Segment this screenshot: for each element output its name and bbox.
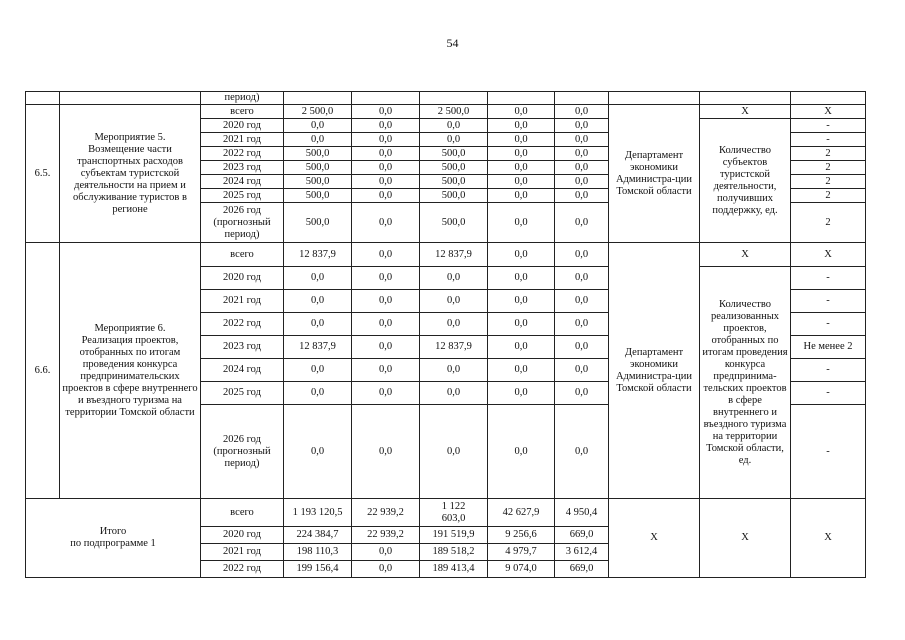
period-cell: 2022 год — [201, 147, 284, 161]
program-table — [25, 91, 866, 578]
total-cell: 500,0 — [284, 189, 352, 203]
extra-cell: 0,0 — [555, 161, 609, 175]
period-cell: 2023 год — [201, 336, 284, 359]
indicator-value: - — [791, 267, 866, 290]
local-cell: 42 627,9 — [488, 499, 555, 527]
federal-cell: 0,0 — [352, 561, 420, 578]
federal-cell: 0,0 — [352, 359, 420, 382]
regional-cell: 2 500,0 — [420, 105, 488, 119]
table-row — [26, 499, 866, 527]
local-cell: 0,0 — [488, 147, 555, 161]
local-cell: 0,0 — [488, 359, 555, 382]
indicator-value: 2 — [791, 189, 866, 203]
continuation-row — [26, 92, 866, 105]
federal-cell: 0,0 — [352, 161, 420, 175]
total-cell: 12 837,9 — [284, 243, 352, 267]
period-cell: 2024 год — [201, 359, 284, 382]
federal-cell: 0,0 — [352, 147, 420, 161]
regional-cell: 500,0 — [420, 189, 488, 203]
regional-cell: 0,0 — [420, 359, 488, 382]
total-cell: 0,0 — [284, 382, 352, 405]
measure-name: Мероприятие 6. Реализация проектов, отобранных по итогам проведения конкурса предпринимательских проектов в сфере внутреннего и въездного туризма на территории Томской области — [60, 243, 201, 499]
total-cell: 0,0 — [284, 290, 352, 313]
measure-name: Мероприятие 5. Возмещение части транспортных расходов субъектам туристской деятельности на прием и обслуживание туристов в регионе — [60, 105, 201, 243]
period-cell: 2024 год — [201, 175, 284, 189]
total-cell: 224 384,7 — [284, 527, 352, 544]
extra-cell: 0,0 — [555, 290, 609, 313]
local-cell: 0,0 — [488, 267, 555, 290]
extra-cell: 669,0 — [555, 527, 609, 544]
total-cell: 0,0 — [284, 313, 352, 336]
x-mark: X — [791, 499, 866, 578]
indicator-value: - — [791, 313, 866, 336]
total-cell: 1 193 120,5 — [284, 499, 352, 527]
local-cell: 0,0 — [488, 382, 555, 405]
extra-cell: 0,0 — [555, 336, 609, 359]
extra-cell: 0,0 — [555, 119, 609, 133]
period-cell: 2023 год — [201, 161, 284, 175]
local-cell: 0,0 — [488, 405, 555, 499]
local-cell: 0,0 — [488, 161, 555, 175]
indicator-value: 2 — [791, 161, 866, 175]
regional-cell: 0,0 — [420, 382, 488, 405]
period-cell: 2022 год — [201, 561, 284, 578]
total-cell: 198 110,3 — [284, 544, 352, 561]
extra-cell: 0,0 — [555, 189, 609, 203]
federal-cell: 0,0 — [352, 175, 420, 189]
extra-cell: 669,0 — [555, 561, 609, 578]
local-cell: 9 256,6 — [488, 527, 555, 544]
total-cell: 0,0 — [284, 359, 352, 382]
regional-cell: 12 837,9 — [420, 336, 488, 359]
period-cell: 2020 год — [201, 527, 284, 544]
local-cell: 0,0 — [488, 336, 555, 359]
period-cell: 2025 год — [201, 189, 284, 203]
x-mark: X — [700, 499, 791, 578]
measure-number: 6.5. — [26, 105, 60, 243]
federal-cell: 0,0 — [352, 203, 420, 243]
total-cell: 0,0 — [284, 133, 352, 147]
x-mark: X — [609, 499, 700, 578]
indicator-value: 2 — [791, 175, 866, 189]
indicator-value: - — [791, 359, 866, 382]
total-cell: 500,0 — [284, 203, 352, 243]
extra-cell: 0,0 — [555, 267, 609, 290]
period-cell: 2020 год — [201, 267, 284, 290]
period-cell: 2026 год (прогнозный период) — [201, 405, 284, 499]
extra-cell: 0,0 — [555, 405, 609, 499]
regional-cell: 500,0 — [420, 175, 488, 189]
extra-cell: 0,0 — [555, 175, 609, 189]
extra-cell: 0,0 — [555, 133, 609, 147]
extra-cell: 0,0 — [555, 243, 609, 267]
federal-cell: 0,0 — [352, 336, 420, 359]
federal-cell: 0,0 — [352, 290, 420, 313]
total-cell: 199 156,4 — [284, 561, 352, 578]
page-number: 54 — [446, 36, 459, 50]
period-cell: 2026 год (прогнозный период) — [201, 203, 284, 243]
local-cell: 0,0 — [488, 133, 555, 147]
local-cell: 0,0 — [488, 313, 555, 336]
regional-cell: 0,0 — [420, 405, 488, 499]
total-cell: 12 837,9 — [284, 336, 352, 359]
federal-cell: 0,0 — [352, 382, 420, 405]
indicator-value: - — [791, 290, 866, 313]
federal-cell: 0,0 — [352, 544, 420, 561]
total-cell: 500,0 — [284, 147, 352, 161]
period-cell: 2021 год — [201, 290, 284, 313]
local-cell: 0,0 — [488, 243, 555, 267]
executor-cell: Департамент экономики Администра-ции Томской области — [609, 105, 700, 243]
regional-cell: 12 837,9 — [420, 243, 488, 267]
local-cell: 4 979,7 — [488, 544, 555, 561]
local-cell: 0,0 — [488, 175, 555, 189]
regional-cell: 500,0 — [420, 161, 488, 175]
x-mark: X — [700, 243, 791, 267]
local-cell: 0,0 — [488, 290, 555, 313]
extra-cell: 0,0 — [555, 382, 609, 405]
period-cell: 2021 год — [201, 544, 284, 561]
regional-cell: 0,0 — [420, 313, 488, 336]
federal-cell: 22 939,2 — [352, 499, 420, 527]
regional-cell: 500,0 — [420, 203, 488, 243]
regional-cell: 0,0 — [420, 290, 488, 313]
indicator-value: - — [791, 382, 866, 405]
indicator-value: X — [791, 105, 866, 119]
indicator-name: Количество субъектов туристской деятельности, получивших поддержку, ед. — [700, 119, 791, 243]
federal-cell: 0,0 — [352, 119, 420, 133]
period-cell: период) — [201, 92, 284, 105]
regional-cell: 0,0 — [420, 119, 488, 133]
regional-cell: 189 518,2 — [420, 544, 488, 561]
total-cell: 500,0 — [284, 175, 352, 189]
local-cell: 9 074,0 — [488, 561, 555, 578]
federal-cell: 0,0 — [352, 313, 420, 336]
table-row — [26, 105, 866, 119]
period-cell: 2021 год — [201, 133, 284, 147]
indicator-value: - — [791, 405, 866, 499]
total-cell: 0,0 — [284, 119, 352, 133]
period-cell: 2022 год — [201, 313, 284, 336]
indicator-name: Количество реализованных проектов, отобранных по итогам проведения конкурса предпринима-тельских проектов в сфере внутреннего и въездного туризма на территории Томской области, ед. — [700, 267, 791, 499]
regional-cell: 500,0 — [420, 147, 488, 161]
x-mark: X — [700, 105, 791, 119]
total-cell: 0,0 — [284, 267, 352, 290]
indicator-value: 2 — [791, 147, 866, 161]
period-cell: всего — [201, 105, 284, 119]
regional-cell: 189 413,4 — [420, 561, 488, 578]
indicator-value: X — [791, 243, 866, 267]
indicator-value: 2 — [791, 203, 866, 243]
indicator-value: Не менее 2 — [791, 336, 866, 359]
measure-number: 6.6. — [26, 243, 60, 499]
table-row — [26, 243, 866, 267]
regional-cell: 0,0 — [420, 267, 488, 290]
indicator-value: - — [791, 133, 866, 147]
extra-cell: 0,0 — [555, 203, 609, 243]
executor-cell: Департамент экономики Администра-ции Томской области — [609, 243, 700, 499]
regional-cell: 191 519,9 — [420, 527, 488, 544]
local-cell: 0,0 — [488, 105, 555, 119]
local-cell: 0,0 — [488, 119, 555, 133]
federal-cell: 0,0 — [352, 267, 420, 290]
period-cell: 2025 год — [201, 382, 284, 405]
federal-cell: 0,0 — [352, 189, 420, 203]
extra-cell: 0,0 — [555, 313, 609, 336]
extra-cell: 0,0 — [555, 359, 609, 382]
federal-cell: 0,0 — [352, 243, 420, 267]
local-cell: 0,0 — [488, 189, 555, 203]
indicator-value: - — [791, 119, 866, 133]
extra-cell: 0,0 — [555, 105, 609, 119]
regional-cell: 1 122 603,0 — [420, 499, 488, 527]
federal-cell: 0,0 — [352, 105, 420, 119]
total-cell: 2 500,0 — [284, 105, 352, 119]
local-cell: 0,0 — [488, 203, 555, 243]
total-cell: 0,0 — [284, 405, 352, 499]
total-cell: 500,0 — [284, 161, 352, 175]
subprogram-total-label: Итого по подпрограмме 1 — [26, 499, 201, 578]
period-cell: всего — [201, 499, 284, 527]
extra-cell: 3 612,4 — [555, 544, 609, 561]
regional-cell: 0,0 — [420, 133, 488, 147]
period-cell: 2020 год — [201, 119, 284, 133]
federal-cell: 0,0 — [352, 405, 420, 499]
extra-cell: 0,0 — [555, 147, 609, 161]
extra-cell: 4 950,4 — [555, 499, 609, 527]
federal-cell: 0,0 — [352, 133, 420, 147]
federal-cell: 22 939,2 — [352, 527, 420, 544]
period-cell: всего — [201, 243, 284, 267]
